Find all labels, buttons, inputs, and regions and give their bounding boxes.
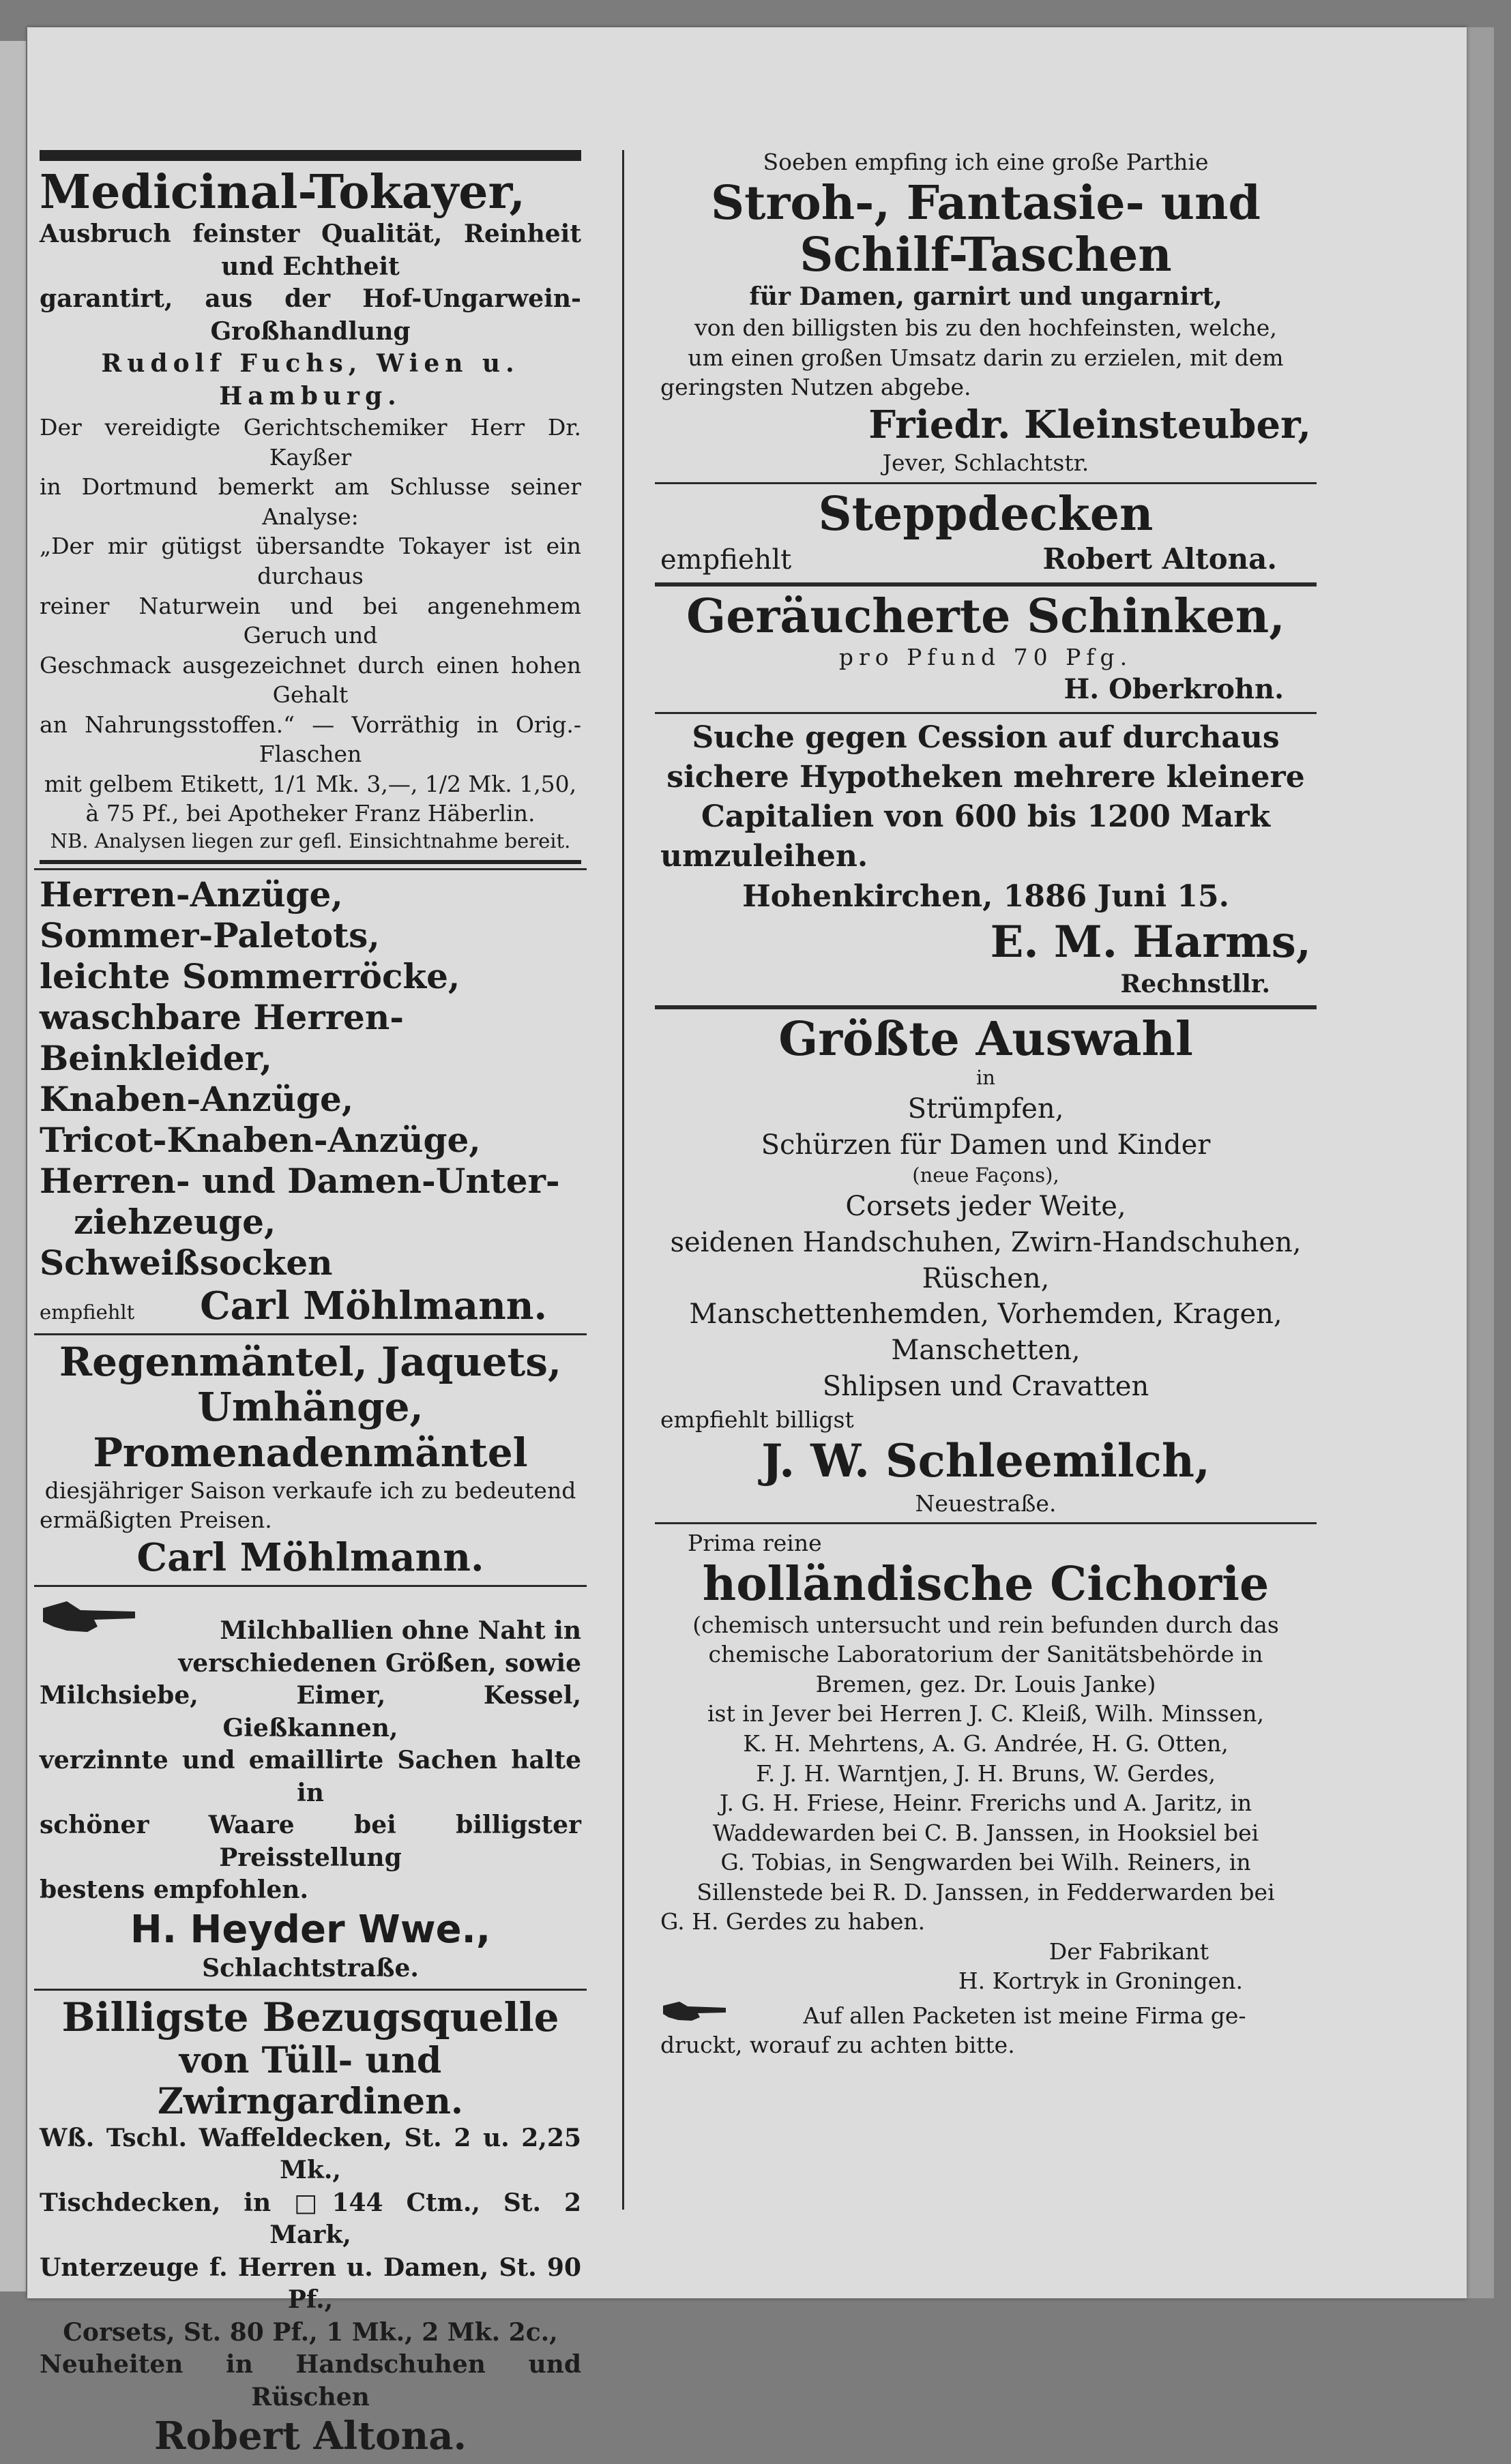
ad-body: an Nahrungsstoffen.“ — Vorräthig in Orig.-Flaschen [40,711,581,768]
ad-body: umzuleihen. [660,839,868,874]
ad-body: ermäßigten Preisen. [40,1506,272,1534]
ad-steppdecken [655,482,1317,582]
ad-body: mit gelbem Etikett, 1/1 Mk. 3,—, 1/2 Mk. 1,50, [44,770,577,797]
signer: Robert Altona. [154,2414,467,2459]
ad-in: in [976,1066,995,1090]
ad-body: Geschmack ausgezeichnet durch einen hohen Gehalt [40,651,581,709]
list-item: Rüschen, [922,1262,1050,1294]
ad-body: G. H. Gerdes zu haben. [660,1908,926,1935]
ad-body: Neuheiten in Handschuhen und Rüschen [40,2350,581,2411]
ad-gardinen [34,1989,587,2463]
list-item: Sommer-Paletots, [40,915,380,955]
signer: H. Heyder Wwe., [130,1907,491,1952]
hand-row [40,1591,581,1648]
ad-title: Größte Auswahl [778,1011,1193,1067]
ad-body: à 75 Pf., bei Apotheker Franz Häberlin. [85,800,536,827]
ad-title: Umhänge, [197,1384,424,1431]
ad-title: Billigste Bezugsquelle [61,1994,559,2041]
ad-body: Wß. Tschl. Waffeldecken, St. 2 u. 2,25 Mk., [40,2123,581,2185]
list-item: Shlipsen und Cravatten [822,1371,1149,1403]
ad-body: Sillenstede bei R. D. Janssen, in Fedderwarden bei [696,1878,1275,1905]
ad-intro: Soeben empfing ich eine große Parthie [763,149,1209,175]
signature-prefix: empfiehlt [40,1300,135,1324]
left-column [34,130,587,2464]
ad-body: NB. Analysen liegen zur gefl. Einsichtnahme bereit. [50,829,571,852]
ad-line: garantirt, aus der Hof-Ungarwein-Großhandlung [40,284,581,346]
rule-bottom [40,860,581,864]
ad-body: Capitalien von 600 bis 1200 Mark [701,799,1271,835]
list-item: waschbare Herren-Beinkleider, [40,996,404,1078]
ad-taschen [655,143,1317,482]
ad-body: Bremen, gez. Dr. Louis Janke) [815,1670,1156,1697]
ad-body: F. J. H. Warntjen, J. H. Bruns, W. Gerdes, [756,1760,1216,1787]
pointing-hand-icon [40,1591,142,1639]
ad-body: J. G. H. Friese, Heinr. Frerichs und A. Jaritz, in [719,1790,1252,1817]
ad-body: sichere Hypotheken mehrere kleinere [666,760,1305,795]
list-item: Corsets jeder Weite, [845,1191,1126,1223]
signer: E. M. Harms, [990,916,1311,968]
ad-line: Ausbruch feinster Qualität, Reinheit und Echtheit [40,220,581,281]
page-edge [1467,27,1494,2298]
signer-address: Jever, Schlachtstr. [882,449,1089,477]
ad-intro: Prima reine [688,1530,822,1557]
signer: Carl Möhlmann. [200,1283,547,1329]
ad-body: um einen großen Umsatz darin zu erzielen, mit dem [688,344,1284,371]
list-item: Tricot-Knaben-Anzüge, [40,1119,481,1160]
list-item: Herren-Anzüge, [40,874,343,915]
right-column [655,143,1317,2064]
list-item: Herren- und Damen-Unter- [40,1160,560,1201]
ad-schinken [655,582,1317,713]
ad-body: „Der mir gütigst übersandte Tokayer ist ein durchaus [40,533,581,589]
ad-anzuege [34,868,587,1333]
ad-body: reiner Naturwein und bei angenehmem Geruch und [40,592,581,649]
ad-title: Steppdecken [818,486,1154,541]
list-item: seidenen Handschuhen, Zwirn-Handschuhen, [670,1226,1302,1258]
signer: H. Oberkrohn. [1063,673,1284,706]
note-text: druckt, worauf zu achten bitte. [660,2032,1015,2059]
ad-body: schöner Waare bei billigster Preisstellung [40,1811,581,1872]
pointing-hand-icon [660,1996,729,2023]
signature-row [660,540,1311,578]
list-item: Manschetten, [891,1335,1081,1367]
ad-title: Geräucherte Schinken, [686,589,1285,644]
ad-hypothek [655,712,1317,1005]
ad-line: Rudolf Fuchs, Wien u. Hamburg. [101,349,520,411]
signature-row [40,1283,581,1329]
list-item: ziehzeuge, [74,1201,276,1242]
ad-body: Milchballien ohne Naht in [220,1616,581,1646]
list-item: Schürzen für Damen und Kinder [761,1129,1211,1161]
ad-body: Unterzeuge f. Herren u. Damen, St. 90 Pf., [40,2253,581,2315]
signer-title: Rechnstllr. [1120,970,1270,999]
ad-body: G. Tobias, in Sengwarden bei Wilh. Reiners, in [720,1849,1251,1876]
ad-milch [34,1585,587,1989]
maker: H. Kortryk in Groningen. [958,1968,1243,1995]
ad-price: pro Pfund 70 Pfg. [838,643,1133,670]
ad-body: verzinnte und emaillirte Sachen halte in [40,1746,581,1807]
signer-street: Schlachtstraße. [202,1953,419,1983]
ad-body: bestens empfohlen. [40,1875,308,1905]
list-item: Strümpfen, [907,1093,1064,1125]
ad-title: Stroh-, Fantasie- und [711,175,1261,231]
ad-body: von den billigsten bis zu den hochfeinsten, welche, [694,314,1277,342]
signer: Robert Altona. [1042,541,1277,576]
signer: Friedr. Kleinsteuber, [868,402,1311,448]
ad-body: Waddewarden bei C. B. Janssen, in Hooksiel bei [712,1819,1259,1846]
ad-subtitle: für Damen, garnirt und ungarnirt, [749,282,1222,311]
rule-top [40,150,581,161]
signer: Carl Möhlmann. [136,1534,484,1580]
ad-body: in Dortmund bemerkt am Schlusse seiner Analyse: [40,473,581,530]
ad-body: Der vereidigte Gerichtschemiker Herr Dr. Kayßer [40,414,581,471]
maker-label: Der Fabrikant [1048,1938,1209,1965]
ad-body: diesjähriger Saison verkaufe ich zu bedeutend [44,1476,576,1504]
ad-title: Promenadenmäntel [93,1429,528,1476]
ad-title: holländische Cichorie [702,1556,1270,1612]
list-item: Knaben-Anzüge, [40,1078,354,1119]
ad-place-date: Hohenkirchen, 1886 Juni 15. [742,878,1229,914]
ad-tokayer [34,130,587,868]
binding-edge [0,41,26,2291]
ad-title: Schilf-Taschen [799,227,1172,282]
list-item: Schweißsocken [40,1242,333,1283]
ad-cichorie [655,1522,1317,2064]
ad-body: chemische Laboratorium der Sanitätsbehörde in [708,1641,1263,1668]
note-row [660,1996,1311,2031]
ad-body: (chemisch untersucht und rein befunden durch das [692,1611,1279,1638]
ad-regen [34,1333,587,1585]
signature-prefix: empfiehlt [660,544,792,576]
ad-body: Milchsiebe, Eimer, Kessel, Gießkannen, [40,1681,581,1742]
ad-body: Tischdecken, in □144 Ctm., St. 2 Mark, [40,2188,581,2250]
ad-body: Corsets, St. 80 Pf., 1 Mk., 2 Mk. 2c., [63,2317,558,2347]
ad-body: K. H. Mehrtens, A. G. Andrée, H. G. Otten, [743,1730,1229,1757]
signature-prefix: empfiehlt billigst [660,1406,854,1433]
ad-auswahl [655,1005,1317,1522]
ad-body: geringsten Nutzen abgebe. [660,374,971,401]
ad-title: Medicinal-Tokayer, [40,165,526,220]
ad-body: Suche gegen Cession auf durchaus [692,720,1280,756]
signer-street: Neuestraße. [915,1489,1057,1517]
note-text: Auf allen Packeten ist meine Firma ge- [803,2002,1246,2029]
list-item: (neue Façons), [912,1163,1059,1187]
ad-title: Regenmäntel, Jaquets, [59,1338,562,1385]
list-item: leichte Sommerröcke, [40,955,460,996]
list-item: Manschettenhemden, Vorhemden, Kragen, [689,1298,1282,1331]
column-divider [622,150,624,2210]
ad-title: von Tüll- und Zwirngardinen. [157,2040,464,2122]
signer: J. W. Schleemilch, [761,1434,1210,1488]
ad-body: verschiedenen Größen, sowie [178,1648,581,1678]
ad-body: ist in Jever bei Herren J. C. Kleiß, Wilh. Minssen, [707,1700,1264,1727]
